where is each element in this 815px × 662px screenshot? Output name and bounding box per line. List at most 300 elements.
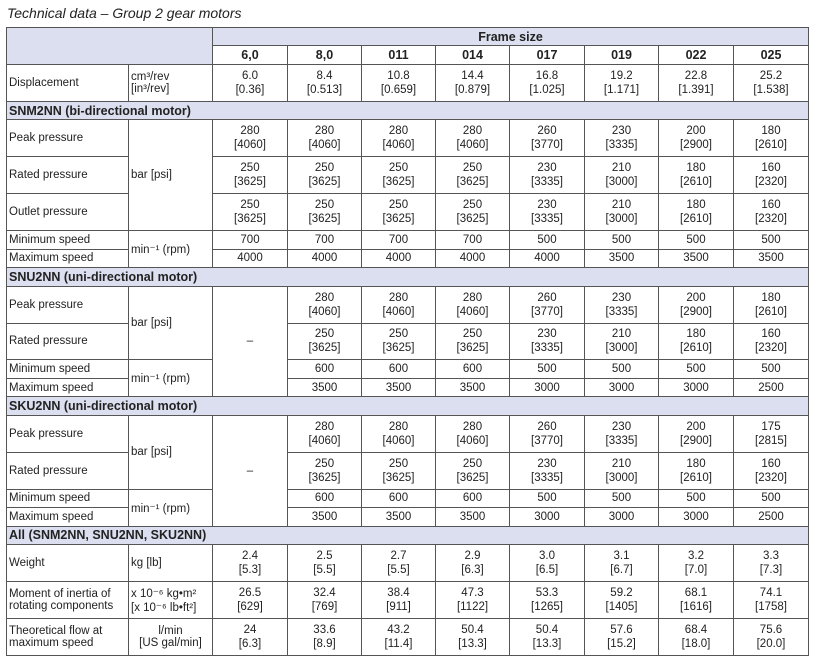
value-cell xyxy=(659,619,734,656)
value-main: 200 xyxy=(686,420,706,433)
value-main: 50.4 xyxy=(535,624,559,636)
value-imperial: [4060] xyxy=(456,139,489,152)
value-cell xyxy=(288,120,362,157)
value-imperial: [3625] xyxy=(382,471,415,484)
value-cell xyxy=(734,452,809,489)
value-main: 280 xyxy=(314,420,335,433)
value-cell xyxy=(436,619,510,656)
section-header: SNU2NN (uni-directional motor) xyxy=(7,268,809,286)
value-imperial: [3625] xyxy=(234,213,266,226)
value-imperial: [4060] xyxy=(308,139,341,152)
value-imperial: [2610] xyxy=(755,305,787,318)
value-imperial: [6.7] xyxy=(610,564,633,577)
value-cell xyxy=(362,452,436,489)
value-cell: 600 xyxy=(362,360,436,378)
row-label-line: maximum speed xyxy=(9,637,94,649)
value-main: 280 xyxy=(462,125,483,138)
value-main: 180 xyxy=(761,291,781,304)
row-label: Rated pressure xyxy=(7,323,129,360)
value-main: 74.1 xyxy=(759,587,783,600)
value-cell xyxy=(659,194,734,231)
value-main: 175 xyxy=(761,420,781,433)
value-imperial: [4060] xyxy=(308,305,341,318)
table-row xyxy=(7,323,809,360)
value-main: 200 xyxy=(686,125,706,138)
value-cell xyxy=(510,415,585,452)
value-imperial: [4060] xyxy=(382,139,415,152)
table-row xyxy=(7,508,809,526)
value-cell xyxy=(362,545,436,582)
value-cell xyxy=(288,157,362,194)
value-imperial: [0.513] xyxy=(306,83,343,96)
unit-line: [x 10⁻⁶ lb•ft²] xyxy=(131,602,197,615)
row-label: Rated pressure xyxy=(7,157,129,194)
value-cell: 500 xyxy=(734,231,809,249)
value-cell: 3500 xyxy=(436,378,510,396)
row-label-line: Moment of inertia of xyxy=(9,588,111,601)
value-imperial: [3625] xyxy=(382,176,415,189)
value-imperial: [769] xyxy=(311,601,338,614)
value-imperial: [5.3] xyxy=(238,564,262,577)
value-cell xyxy=(585,545,659,582)
row-label: Outlet pressure xyxy=(7,194,129,231)
value-cell xyxy=(659,415,734,452)
value-main: 16.8 xyxy=(535,69,559,82)
value-cell xyxy=(213,619,288,656)
value-imperial: [3335] xyxy=(531,471,563,484)
value-cell xyxy=(734,64,809,101)
frame-header: 8,0 xyxy=(288,46,362,64)
value-cell xyxy=(288,452,362,489)
unit-cell xyxy=(129,582,213,619)
value-cell xyxy=(585,415,659,452)
value-main: 75.6 xyxy=(759,624,783,636)
value-cell xyxy=(436,157,510,194)
value-main: 250 xyxy=(240,199,260,212)
value-imperial: [1122] xyxy=(456,601,489,614)
value-cell xyxy=(288,323,362,360)
value-cell xyxy=(585,194,659,231)
value-main: 3.1 xyxy=(613,550,630,563)
value-cell xyxy=(362,415,436,452)
value-imperial: [13.3] xyxy=(532,638,562,650)
value-cell xyxy=(585,452,659,489)
value-imperial: [3625] xyxy=(308,342,341,355)
value-main: 160 xyxy=(761,328,781,341)
value-cell xyxy=(659,452,734,489)
table-row xyxy=(7,582,809,619)
page-title: Technical data – Group 2 gear motors xyxy=(7,5,242,21)
value-imperial: [2610] xyxy=(680,471,712,484)
value-cell xyxy=(659,157,734,194)
value-imperial: [2610] xyxy=(680,342,712,355)
value-imperial: [6.3] xyxy=(461,564,484,577)
value-imperial: [1.025] xyxy=(529,83,565,96)
value-imperial: [1265] xyxy=(531,601,563,614)
unit-cell: bar [psi] xyxy=(129,415,213,489)
value-main: 230 xyxy=(611,420,632,433)
value-cell xyxy=(436,545,510,582)
value-cell xyxy=(510,194,585,231)
value-main: 250 xyxy=(388,162,409,175)
value-cell: 3000 xyxy=(585,378,659,396)
table-row xyxy=(7,452,809,489)
value-imperial: [2900] xyxy=(680,139,712,152)
value-imperial: [3335] xyxy=(531,342,563,355)
value-cell: 700 xyxy=(362,231,436,249)
value-cell xyxy=(288,545,362,582)
value-imperial: [1758] xyxy=(755,601,787,614)
value-main: 280 xyxy=(388,125,409,138)
value-imperial: [6.5] xyxy=(535,564,559,577)
value-cell xyxy=(510,452,585,489)
value-cell xyxy=(734,286,809,323)
value-imperial: [2900] xyxy=(680,434,712,447)
value-cell xyxy=(288,582,362,619)
value-imperial: [3625] xyxy=(456,213,489,226)
value-main: 160 xyxy=(761,162,781,175)
frame-header: 014 xyxy=(436,46,510,64)
value-cell xyxy=(362,120,436,157)
value-cell: 500 xyxy=(585,360,659,378)
value-imperial: [629] xyxy=(237,601,263,614)
value-cell: 3500 xyxy=(362,508,436,526)
value-main: 160 xyxy=(761,457,781,470)
value-main: 22.8 xyxy=(684,69,708,82)
value-main: 2.9 xyxy=(464,550,481,563)
value-cell xyxy=(510,619,585,656)
value-imperial: [3000] xyxy=(605,176,638,189)
value-main: 43.2 xyxy=(387,624,410,636)
value-main: 200 xyxy=(686,291,706,304)
value-main: 180 xyxy=(761,125,781,138)
value-cell xyxy=(436,286,510,323)
value-cell xyxy=(659,64,734,101)
frame-header: 025 xyxy=(734,46,809,64)
table-row xyxy=(7,120,809,157)
value-imperial: [7.3] xyxy=(759,564,783,577)
table-row xyxy=(7,64,809,101)
table-row xyxy=(7,194,809,231)
header-corner xyxy=(7,28,213,65)
value-main: 210 xyxy=(611,328,632,341)
section-header: All (SNM2NN, SNU2NN, SKU2NN) xyxy=(7,526,809,544)
value-main: 68.1 xyxy=(684,587,708,600)
value-cell: 4000 xyxy=(436,249,510,267)
unit-cell: min⁻¹ (rpm) xyxy=(129,360,213,397)
table-row xyxy=(7,415,809,452)
value-imperial: [4060] xyxy=(456,305,489,318)
value-main: 250 xyxy=(388,328,409,341)
value-cell xyxy=(436,64,510,101)
value-cell xyxy=(213,157,288,194)
value-imperial: [2610] xyxy=(755,139,787,152)
table-row xyxy=(7,157,809,194)
value-cell xyxy=(510,286,585,323)
value-main: 250 xyxy=(462,328,483,341)
value-cell xyxy=(510,157,585,194)
table-row xyxy=(7,231,809,249)
value-main: 160 xyxy=(761,199,781,212)
row-label: Peak pressure xyxy=(7,415,129,452)
value-cell xyxy=(510,64,585,101)
value-cell: 2500 xyxy=(734,378,809,396)
value-main: 260 xyxy=(537,125,557,138)
row-label: Minimum speed xyxy=(7,489,129,507)
value-imperial: [3000] xyxy=(605,471,638,484)
value-imperial: [1.171] xyxy=(603,83,640,96)
value-cell: 3500 xyxy=(659,249,734,267)
row-label-line: Theoretical flow at xyxy=(9,625,103,637)
value-cell xyxy=(436,415,510,452)
value-cell xyxy=(436,582,510,619)
unit-line: l/min xyxy=(158,625,183,637)
value-cell: 500 xyxy=(734,489,809,507)
value-cell: 3000 xyxy=(585,508,659,526)
value-imperial: [4060] xyxy=(382,305,415,318)
value-cell: 3500 xyxy=(362,378,436,396)
row-label: Weight xyxy=(7,545,129,582)
value-cell xyxy=(288,619,362,656)
row-label: Rated pressure xyxy=(7,452,129,489)
value-main: 24 xyxy=(243,624,257,636)
table-row xyxy=(7,378,809,396)
value-main: 250 xyxy=(388,199,409,212)
value-cell xyxy=(510,120,585,157)
value-main: 33.6 xyxy=(313,624,336,636)
value-cell: 500 xyxy=(734,360,809,378)
value-cell xyxy=(734,157,809,194)
value-main: 250 xyxy=(240,162,260,175)
value-cell xyxy=(585,619,659,656)
value-cell xyxy=(362,582,436,619)
value-cell: 700 xyxy=(213,231,288,249)
unit-cell: kg [lb] xyxy=(129,545,213,582)
value-cell xyxy=(288,64,362,101)
value-main: 230 xyxy=(611,125,632,138)
row-label xyxy=(7,582,129,619)
value-main: 230 xyxy=(537,162,557,175)
value-cell: 600 xyxy=(362,489,436,507)
frame-size-header: Frame size xyxy=(213,28,809,46)
section-header: SNM2NN (bi-directional motor) xyxy=(7,101,809,119)
value-cell xyxy=(436,194,510,231)
value-main: 210 xyxy=(611,457,632,470)
frame-header: 022 xyxy=(659,46,734,64)
row-label: Maximum speed xyxy=(7,249,129,267)
value-main: 180 xyxy=(686,457,706,470)
not-available-cell: – xyxy=(213,415,288,526)
unit-line: [in³/rev] xyxy=(131,82,170,95)
value-cell: 600 xyxy=(436,360,510,378)
row-label: Peak pressure xyxy=(7,286,129,323)
value-main: 3.3 xyxy=(763,550,779,563)
value-cell: 3000 xyxy=(510,508,585,526)
value-cell xyxy=(436,323,510,360)
value-imperial: [2610] xyxy=(680,176,712,189)
value-cell: 500 xyxy=(510,489,585,507)
value-cell xyxy=(659,582,734,619)
section-header: SKU2NN (uni-directional motor) xyxy=(7,397,809,415)
value-cell xyxy=(362,64,436,101)
value-cell: 4000 xyxy=(510,249,585,267)
value-imperial: [6.3] xyxy=(238,638,262,650)
value-imperial: [3625] xyxy=(456,176,489,189)
value-main: 250 xyxy=(314,328,335,341)
value-cell: 500 xyxy=(659,231,734,249)
value-cell xyxy=(585,323,659,360)
value-cell xyxy=(734,545,809,582)
value-cell: 3000 xyxy=(659,378,734,396)
value-main: 280 xyxy=(388,291,409,304)
value-cell: 2500 xyxy=(734,508,809,526)
value-imperial: [4060] xyxy=(308,434,341,447)
value-cell xyxy=(436,120,510,157)
value-cell: 600 xyxy=(436,489,510,507)
value-main: 250 xyxy=(462,457,483,470)
unit-cell xyxy=(129,619,213,656)
value-cell xyxy=(288,415,362,452)
value-cell xyxy=(734,120,809,157)
value-cell xyxy=(510,545,585,582)
value-main: 260 xyxy=(537,291,557,304)
value-main: 280 xyxy=(462,291,483,304)
frame-header: 017 xyxy=(510,46,585,64)
table-row xyxy=(7,286,809,323)
value-main: 59.2 xyxy=(610,587,633,600)
unit-cell: bar [psi] xyxy=(129,286,213,360)
value-main: 280 xyxy=(388,420,409,433)
unit-cell: min⁻¹ (rpm) xyxy=(129,231,213,268)
technical-data-table xyxy=(6,27,809,656)
value-imperial: [11.4] xyxy=(384,638,413,650)
value-main: 68.4 xyxy=(684,624,708,636)
value-cell: 500 xyxy=(585,489,659,507)
value-imperial: [15.2] xyxy=(607,638,636,650)
frame-header: 011 xyxy=(362,46,436,64)
value-cell: 500 xyxy=(585,231,659,249)
value-imperial: [0.879] xyxy=(454,83,491,96)
value-cell xyxy=(585,582,659,619)
value-main: 180 xyxy=(686,199,706,212)
value-main: 250 xyxy=(314,457,335,470)
table-body xyxy=(7,28,809,656)
value-main: 6.0 xyxy=(242,69,258,82)
value-cell: 500 xyxy=(510,231,585,249)
section-row xyxy=(7,397,809,415)
value-main: 280 xyxy=(314,125,335,138)
value-imperial: [1.538] xyxy=(753,83,789,96)
value-cell xyxy=(659,323,734,360)
value-main: 180 xyxy=(686,328,706,341)
value-main: 50.4 xyxy=(461,624,484,636)
value-cell xyxy=(585,64,659,101)
header-row-frame xyxy=(7,28,809,46)
value-cell xyxy=(734,582,809,619)
value-imperial: [3625] xyxy=(308,213,341,226)
value-imperial: [3335] xyxy=(531,213,563,226)
value-cell: 600 xyxy=(288,489,362,507)
value-main: 8.4 xyxy=(316,69,333,82)
value-cell xyxy=(362,619,436,656)
value-cell xyxy=(213,64,288,101)
value-main: 230 xyxy=(537,457,557,470)
value-imperial: [2320] xyxy=(755,176,787,189)
value-imperial: [13.3] xyxy=(458,638,487,650)
value-main: 250 xyxy=(314,199,335,212)
value-imperial: [3770] xyxy=(531,305,563,318)
value-imperial: [4060] xyxy=(456,434,489,447)
value-imperial: [0.36] xyxy=(235,83,265,96)
value-main: 280 xyxy=(462,420,483,433)
row-label: Peak pressure xyxy=(7,120,129,157)
value-cell xyxy=(659,545,734,582)
value-main: 230 xyxy=(537,199,557,212)
value-cell xyxy=(734,415,809,452)
table-row xyxy=(7,360,809,378)
value-cell xyxy=(213,194,288,231)
value-imperial: [3000] xyxy=(605,342,638,355)
value-cell xyxy=(659,286,734,323)
value-imperial: [3335] xyxy=(605,434,638,447)
unit-line: x 10⁻⁶ kg•m² xyxy=(131,588,197,601)
value-cell xyxy=(585,286,659,323)
value-imperial: [3625] xyxy=(308,176,341,189)
value-imperial: [0.659] xyxy=(380,83,417,96)
value-main: 47.3 xyxy=(461,587,484,600)
unit-cell: min⁻¹ (rpm) xyxy=(129,489,213,526)
value-main: 25.2 xyxy=(759,69,783,82)
unit-line: [US gal/min] xyxy=(139,637,202,649)
value-imperial: [18.0] xyxy=(681,638,711,650)
value-cell xyxy=(436,452,510,489)
value-main: 180 xyxy=(686,162,706,175)
value-imperial: [2610] xyxy=(680,213,712,226)
value-cell xyxy=(734,323,809,360)
value-imperial: [3335] xyxy=(531,176,563,189)
frame-header: 019 xyxy=(585,46,659,64)
value-main: 2.7 xyxy=(390,550,407,563)
value-imperial: [4060] xyxy=(234,139,266,152)
value-cell xyxy=(734,194,809,231)
value-cell: 600 xyxy=(288,360,362,378)
value-main: 38.4 xyxy=(387,587,410,600)
table-row xyxy=(7,619,809,656)
value-main: 19.2 xyxy=(610,69,633,82)
value-main: 32.4 xyxy=(313,587,336,600)
value-cell: 4000 xyxy=(362,249,436,267)
value-cell: 700 xyxy=(288,231,362,249)
row-label-line: rotating components xyxy=(9,600,114,613)
value-cell: 700 xyxy=(436,231,510,249)
row-label xyxy=(7,619,129,656)
value-main: 250 xyxy=(462,199,483,212)
value-cell: 4000 xyxy=(288,249,362,267)
value-main: 280 xyxy=(240,125,260,138)
value-main: 210 xyxy=(611,199,632,212)
value-cell xyxy=(510,323,585,360)
value-imperial: [2320] xyxy=(755,342,787,355)
value-imperial: [2320] xyxy=(755,213,787,226)
value-main: 250 xyxy=(462,162,483,175)
value-cell xyxy=(213,120,288,157)
unit-cell: bar [psi] xyxy=(129,120,213,231)
table-row xyxy=(7,249,809,267)
value-imperial: [3625] xyxy=(308,471,341,484)
value-cell xyxy=(362,323,436,360)
value-imperial: [3000] xyxy=(605,213,638,226)
value-main: 230 xyxy=(611,291,632,304)
